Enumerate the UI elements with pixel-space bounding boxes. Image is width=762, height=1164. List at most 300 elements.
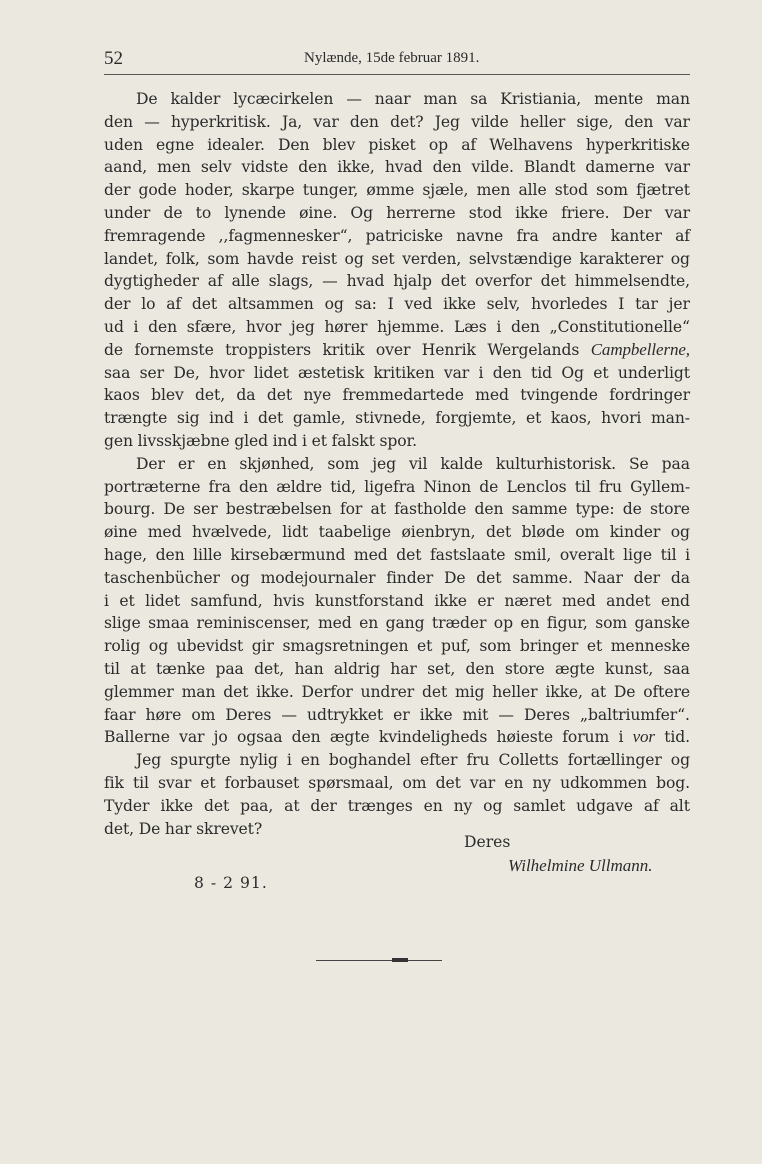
word: — [498,705,514,724]
word: ikke [515,203,548,222]
word: tid [531,363,552,382]
word: træder [431,614,487,633]
text-line [104,658,690,681]
word: for [339,500,363,519]
word: at [370,500,386,519]
word: fra [208,477,231,496]
word: den [239,477,268,496]
word: ikke [434,591,467,610]
word: samme [511,500,568,519]
word: en [300,751,320,770]
word: kaos [104,386,140,405]
word: forbauset [224,773,300,792]
word: smagsretningen [282,637,409,656]
word: skrevet? [196,819,263,838]
word: slags, [268,272,314,291]
word: om [575,523,600,542]
word: lidt [282,523,309,542]
word: hvorledes [531,295,608,314]
word: — [144,112,160,131]
text-line [104,407,690,430]
word: ægte [554,659,595,678]
word: Og [561,363,584,382]
word: dygtigheder [104,272,199,291]
word: de [163,203,183,222]
text-line [104,681,690,704]
word: det [258,409,284,428]
word: De [443,568,466,587]
word: ny [453,796,473,815]
word: paa [661,454,690,473]
word: det [396,545,422,564]
word: af [207,272,223,291]
word: hoder, [184,181,234,200]
word: den [624,112,654,131]
word: det [485,523,512,542]
word: et [593,363,609,382]
word: er [177,454,195,473]
word: der [310,796,337,815]
word: vor [632,727,655,747]
word: et [119,591,135,610]
word: hører [324,317,368,336]
word: det, [104,819,135,838]
word: den [298,158,328,177]
word: finder [386,568,434,587]
word: kritiken [373,363,435,382]
word: hvis [273,591,305,610]
text-line [104,134,690,157]
word: paa, [240,796,274,815]
word: med [561,591,596,610]
word: den [155,545,185,564]
word: undrer [360,682,415,701]
word: reminiscenser, [196,614,311,633]
word: samfund, [190,591,263,610]
word: og [670,751,690,770]
word: I [618,295,625,314]
word: kalder [170,90,221,108]
word: bestræbelsen [225,500,332,519]
word: Naar [583,568,623,587]
word: hjemme. [377,317,445,336]
word: at [284,796,300,815]
word: De, [173,363,200,382]
word: smil, [514,545,552,564]
word: Deres [524,705,570,724]
word: andre [551,226,598,245]
word: altsammen [227,295,314,314]
word: lige [623,545,652,564]
word: den [474,500,504,519]
word: tid, [330,477,357,496]
text-line [104,612,690,635]
word: fastslaate [430,545,506,564]
text-line [104,567,690,590]
word: kunstforstand [315,591,424,610]
word: var [179,728,205,747]
word: udkommen [560,773,647,792]
word: en [423,796,443,815]
word: trængte [104,409,168,428]
word: portræterne [104,477,201,496]
word: underligt [617,363,690,382]
word: forum [562,728,610,747]
word: det [266,386,292,405]
word: fordringer [609,386,690,405]
word: ligefra [364,477,416,496]
word: høre [145,705,182,724]
word: de [622,500,642,519]
word: i [685,545,690,564]
word: et [586,637,603,656]
word: og [344,249,364,268]
word: som [327,454,360,473]
word: der [104,295,131,314]
word: af [643,796,659,815]
word: — [346,90,362,108]
word: oftere [643,682,690,701]
word: Blandt [523,158,576,177]
word: efter [419,751,458,770]
word: spor. [379,431,418,450]
word: var [443,363,470,382]
word: alle [518,181,547,200]
word: en [359,614,379,633]
word: fremragende [104,226,206,245]
word: øienbryn, [401,523,476,542]
text-line [104,795,690,818]
word: med [353,545,388,564]
word: det, [254,659,285,678]
word: idealer. [207,135,265,154]
word: men [157,158,191,177]
word: jer [668,295,690,314]
word: type: [575,500,615,519]
word: reist [301,249,337,268]
word: lidet [253,363,289,382]
word: Derfor [301,682,353,701]
word: et [311,431,327,450]
word: sig [176,409,200,428]
word: om [191,705,216,724]
word: store [504,659,545,678]
word: sa [470,90,488,108]
word: bog. [656,773,690,792]
word: vilde [471,112,509,131]
word: Deres [225,705,272,724]
word: da [236,386,256,405]
word: aldrig [333,659,380,678]
word: selvstændige [468,249,572,268]
word: Lenclos [506,477,567,496]
word: at [130,659,146,678]
word: den [492,363,522,382]
text-line [104,248,690,271]
word: i [286,751,292,770]
word: ikke, [545,682,583,701]
word: lidet [145,591,181,610]
word: fik [104,773,124,792]
word: sa: [354,295,377,314]
word: de [104,340,124,359]
word: udgave [576,796,633,815]
signature-name: Wilhelmine Ullmann. [508,856,653,875]
word: Gyllem- [630,477,690,496]
word: Welhavens [489,135,573,154]
word: Wergelands [487,340,580,359]
text-line [104,362,690,385]
word: ser [193,500,218,519]
text-line [104,430,690,453]
word: skjønhed, [239,454,315,473]
word: var [664,112,690,131]
word: damerne [585,158,655,177]
word: er [477,591,494,610]
word: falskt [331,431,375,450]
word: Colletts [498,751,559,770]
word: De [136,90,158,108]
word: da [670,568,690,587]
word: sjæle, [422,181,469,200]
text-line [104,179,690,202]
word: kvindeligheds [378,728,488,747]
page-header [104,44,690,75]
word: og [230,568,250,587]
end-rule-mark [392,958,408,962]
word: modejournaler [260,568,376,587]
word: De [138,819,161,838]
text-line [104,453,690,476]
word: ægte [329,728,370,747]
word: udtrykket [307,705,384,724]
word: ved [404,295,433,314]
word: ,,fagmennesker“, [218,226,353,245]
word: hjalp [393,272,432,291]
text-line [104,384,690,407]
word: i [478,363,484,382]
word: kaos, [550,409,592,428]
word: i [302,431,307,450]
word: taschenbücher [104,568,220,587]
word: uden [104,135,143,154]
word: høieste [496,728,553,747]
word: de [479,477,499,496]
word: vidste [241,158,289,177]
word: saa [663,659,690,678]
word: puf, [440,637,471,656]
word: det, [195,386,226,405]
word: gode [138,181,177,200]
word: Henrik [421,340,476,359]
word: hvor [245,317,282,336]
word: lynende [224,203,286,222]
word: en [207,454,227,473]
word: det [435,773,461,792]
word: op [493,614,513,633]
word: Jeg [434,112,460,131]
word: det? [390,112,424,131]
word: ældre [276,477,322,496]
word: den [510,317,540,336]
word: om [402,773,427,792]
word: og [483,796,503,815]
word: hvad [384,158,423,177]
word: set, [427,659,456,678]
word: bringer [519,637,579,656]
word: havde [246,249,294,268]
word: De [613,682,636,701]
word: alt [669,796,690,815]
word: spørsmaal, [308,773,394,792]
word: ikke. [256,682,294,701]
word: verden, [402,249,462,268]
word: ikke [443,295,476,314]
word: men [476,181,511,200]
word: sfære, [186,317,237,336]
word: det [421,682,448,701]
page-number: 52 [104,48,123,69]
word: Den [278,135,310,154]
word: boghandel [328,751,411,770]
text-line [104,590,690,613]
word: „Constitutionelle“ [549,317,690,336]
word: blev [151,386,184,405]
word: hvor [209,363,245,382]
word: fjætret [636,181,690,200]
word: bourg. [104,500,156,519]
word: samlet [513,796,566,815]
word: var [313,112,339,131]
word: til [660,545,677,564]
word: og [670,249,690,268]
letter-body [104,88,690,840]
word: patriciske [365,226,444,245]
word: ogsaa [236,728,283,747]
word: trænges [347,796,413,815]
text-line [104,156,690,179]
signature-closing: Deres [464,833,511,851]
word: i [243,409,249,428]
word: gen [104,431,133,450]
word: lo [141,295,156,314]
word: gled [234,431,268,450]
word: man [423,90,458,108]
text-line [104,749,690,772]
word: til [574,477,591,496]
word: troppisters [225,340,312,359]
word: det [191,295,218,314]
word: smaa [148,614,190,633]
text-line [104,818,690,841]
word: naar [374,90,411,108]
word: man- [650,409,690,428]
word: mit [462,705,489,724]
word: mente [594,90,644,108]
word: og [148,637,169,656]
word: i [104,591,109,610]
word: Ballerne [104,728,170,747]
word: tvingende [520,386,598,405]
word: kalde [440,454,483,473]
word: hage, [104,545,148,564]
word: ganske [634,614,690,633]
word: den [104,112,133,131]
word: glemmer [104,682,174,701]
word: at [590,682,607,701]
word: Kristiania, [500,90,582,108]
word: ikke, [337,158,375,177]
word: en [504,773,524,792]
text-line [104,726,690,749]
word: stivnede, [355,409,426,428]
text-line [104,88,690,111]
word: det [540,272,566,291]
word: har [164,819,192,838]
word: kritik [322,340,365,359]
word: blev [322,135,356,154]
word: som [207,249,240,268]
text-line [104,316,690,339]
word: fremmedartede [342,386,464,405]
word: samme. [512,568,573,587]
word: jeg [290,317,315,336]
word: Ninon [423,477,472,496]
text-line [104,476,690,499]
text-line [104,772,690,795]
word: lille [193,545,222,564]
word: den [148,317,178,336]
word: fortællinger [567,751,662,770]
text-line [104,521,690,544]
word: figur, [546,614,588,633]
text-line [104,270,690,293]
text-line [104,498,690,521]
word: tid. [664,728,690,747]
word: alle [231,272,260,291]
word: ikke [160,796,194,815]
word: øine. [299,203,338,222]
word: ind [209,409,234,428]
word: gang [385,614,425,633]
word: herrerne [386,203,456,222]
word: under [104,203,151,222]
word: Jeg [136,751,162,770]
word: er [393,705,410,724]
text-line [104,111,690,134]
word: ømme [366,181,415,200]
word: fornemste [134,340,214,359]
word: i [496,317,502,336]
word: Campbellerne, [590,339,690,359]
word: rolig [104,637,141,656]
word: Ja, [281,112,303,131]
word: — [281,705,297,724]
word: der [633,568,661,587]
word: nylig [239,751,278,770]
word: folk, [165,249,200,268]
word: næret [504,591,552,610]
word: hvori [601,409,642,428]
word: et [525,409,542,428]
letter-date: 8 - 2 91. [194,874,268,892]
word: ubevidst [176,637,244,656]
word: gir [251,637,274,656]
word: til [104,659,120,678]
word: livsskjæbne [137,431,230,450]
word: egne [156,135,195,154]
word: overfor [474,272,532,291]
